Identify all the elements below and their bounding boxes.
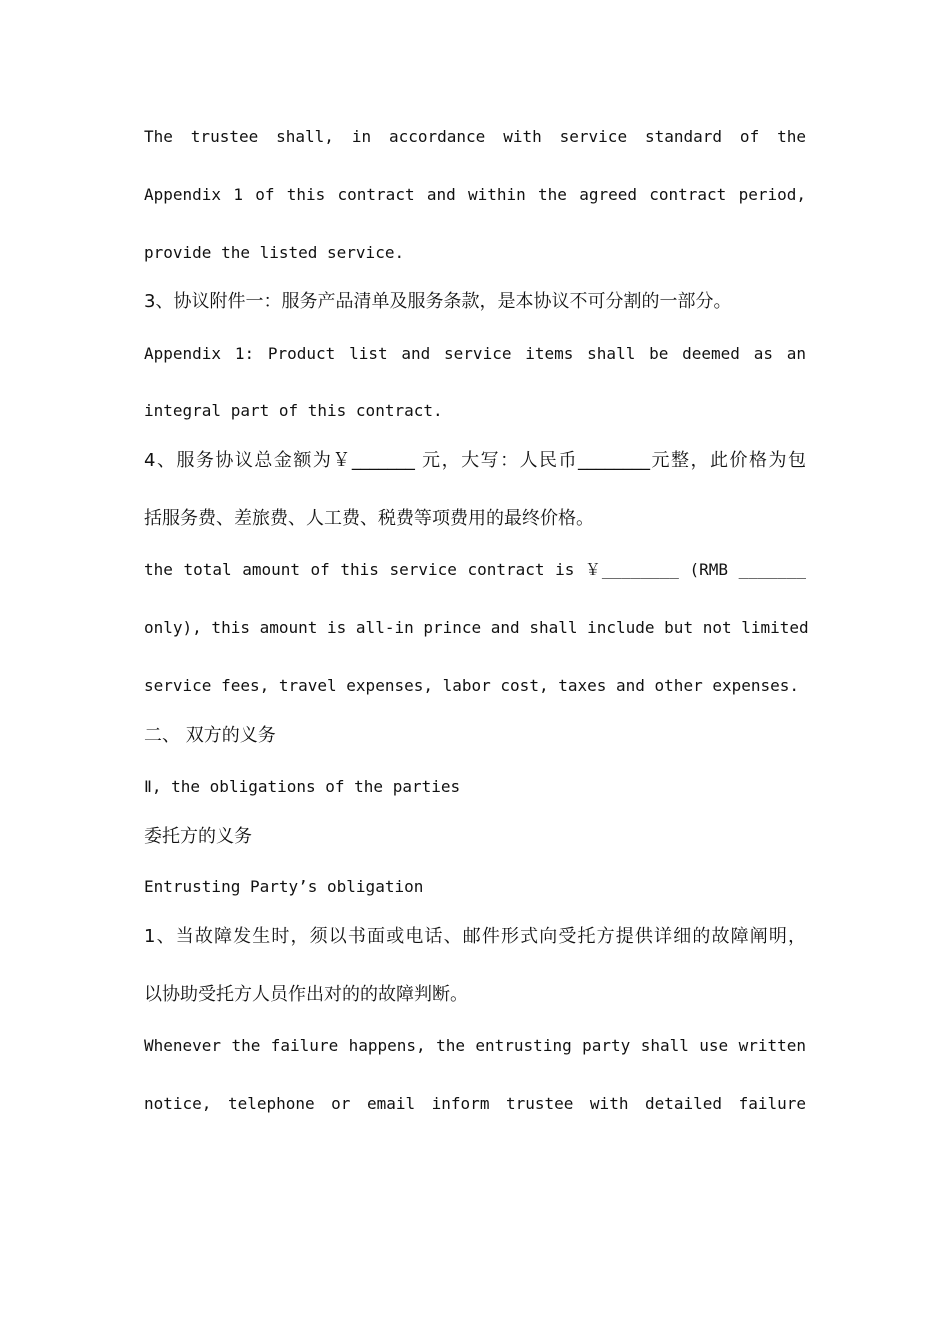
text-line-3: provide the listed service. xyxy=(144,243,405,262)
text-line-17: 以协助受托方人员作出对的的故障判断。 xyxy=(144,984,468,1005)
text-line-16: 1、当故障发生时，须以书面或电话、邮件形式向受托方提供详细的故障阐明， xyxy=(144,926,806,947)
text-line-7: 4、服务协议总金额为￥_______ 元，大写：人民币________元整，此价格为包 xyxy=(144,450,806,471)
subheading-entrusting-party-en: Entrusting Party’s obligation xyxy=(144,877,424,896)
text-line-9: the total amount of this service contract is ￥________ (RMB _______ xyxy=(144,560,806,579)
text-line-8: 括服务费、差旅费、人工费、税费等项费用的最终价格。 xyxy=(144,508,594,529)
text-line-18: Whenever the failure happens, the entrusting party shall use written xyxy=(144,1036,806,1055)
text-line-19: notice, telephone or email inform trustee with detailed failure xyxy=(144,1094,806,1113)
section-heading-obligations: 二、 双方的义务 xyxy=(144,725,276,746)
section-heading-obligations-en: Ⅱ, the obligations of the parties xyxy=(144,777,461,796)
text-line-5: Appendix 1: Product list and service items shall be deemed as an xyxy=(144,344,806,363)
text-line-11: service fees, travel expenses, labor cost, taxes and other expenses. xyxy=(144,676,800,695)
text-line-2: Appendix 1 of this contract and within the agreed contract period, xyxy=(144,185,806,204)
text-line-1: The trustee shall, in accordance with service standard of the xyxy=(144,127,806,146)
text-line-6: integral part of this contract. xyxy=(144,401,443,420)
subheading-entrusting-party: 委托方的义务 xyxy=(144,826,252,847)
text-line-4: 3、协议附件一：服务产品清单及服务条款，是本协议不可分割的一部分。 xyxy=(144,291,732,312)
text-line-10: only), this amount is all-in prince and shall include but not limited xyxy=(144,618,809,637)
